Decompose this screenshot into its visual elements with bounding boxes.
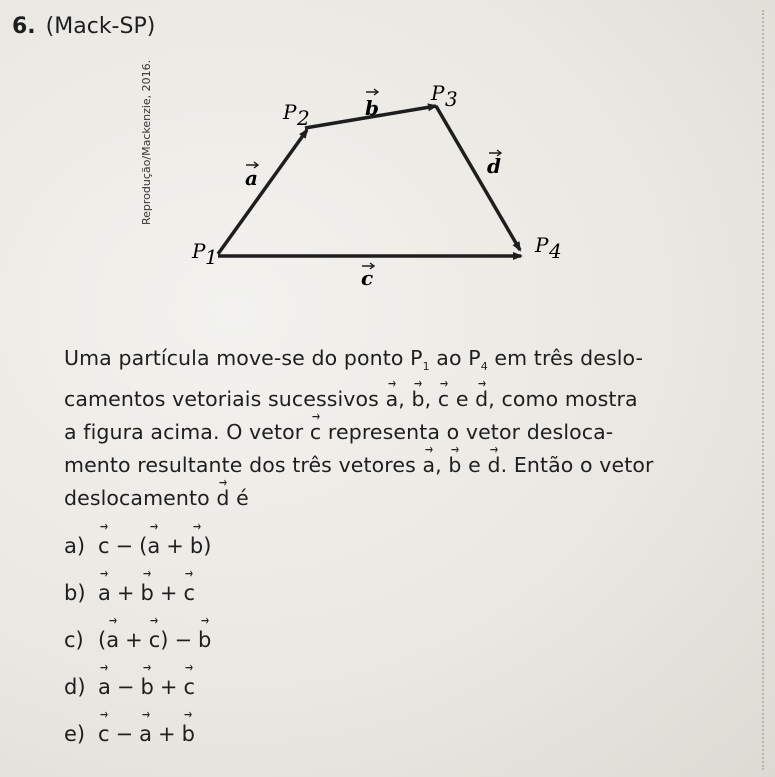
label-p2-letter: P <box>283 100 297 124</box>
option-e[interactable]: e) → c − → a + → b <box>64 710 211 757</box>
label-p4-letter: P <box>535 233 549 257</box>
answer-options <box>64 522 211 757</box>
problem-statement <box>64 342 754 515</box>
statement-line-3: a figura acima. O vetor → c representa o vetor desloca- <box>64 416 754 449</box>
label-p4-sub: 4 <box>549 239 562 263</box>
option-c[interactable]: c) (→ a + → c) − → b <box>64 616 211 663</box>
vector-a-arrow <box>218 130 307 254</box>
option-b[interactable]: b) → a + → b + → c <box>64 569 211 616</box>
image-credit: Reprodução/Mackenzie, 2016. <box>140 59 153 225</box>
statement-line-2: camentos vetoriais sucessivos → a, → b, → c e → d, como mostra <box>64 383 754 416</box>
statement-line-4: mento resultante dos três vetores → a, → b e → d. Então o vetor <box>64 449 754 482</box>
vector-d-arrow <box>436 106 520 250</box>
label-p3-sub: 3 <box>445 87 458 111</box>
label-vector-a: a <box>245 166 258 190</box>
label-p3-letter: P <box>431 81 445 105</box>
option-a[interactable]: a) → c − (→ a + → b) <box>64 522 211 569</box>
label-p1-sub: 1 <box>205 245 218 269</box>
vector-diagram <box>0 0 775 340</box>
label-vector-c: c <box>361 266 374 290</box>
label-vector-b-arrow-icon <box>366 89 378 95</box>
label-p1-letter: P <box>192 239 206 263</box>
question-source: (Mack-SP) <box>45 14 156 39</box>
statement-line-1: Uma partícula move-se do ponto $P_1$ ao $P_4$ em três deslo- <box>64 346 644 374</box>
label-p2-sub: 2 <box>297 106 310 130</box>
statement-line-5: deslocamento → d é <box>64 482 754 515</box>
label-vector-d: d <box>487 154 501 178</box>
label-vector-b: b <box>365 96 379 120</box>
question-number: 6. <box>12 14 36 39</box>
option-d[interactable]: d) → a − → b + → c <box>64 663 211 710</box>
